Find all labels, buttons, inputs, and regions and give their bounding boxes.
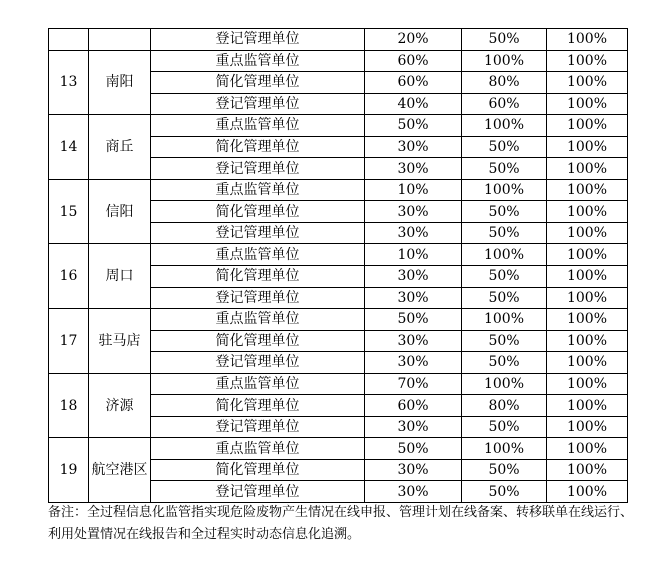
table-row: [49, 115, 628, 137]
region-cell: 信阳: [89, 179, 151, 244]
rate-cell-1: 30%: [365, 158, 462, 180]
rate-cell-1: 60%: [365, 50, 462, 72]
region-cell: 航空港区: [89, 438, 151, 503]
unit-type-cell: 简化管理单位: [151, 201, 365, 223]
unit-type-cell: 登记管理单位: [151, 222, 365, 244]
unit-type-cell: 重点监管单位: [151, 115, 365, 137]
region-cell: 商丘: [89, 115, 151, 180]
rate-cell-1: 60%: [365, 395, 462, 417]
rate-cell-2: 100%: [462, 438, 547, 460]
rate-cell-1: 30%: [365, 481, 462, 503]
rate-cell-3: 100%: [547, 373, 628, 395]
rate-cell-3: 100%: [547, 244, 628, 266]
unit-type-cell: 登记管理单位: [151, 481, 365, 503]
rate-cell-1: 30%: [365, 459, 462, 481]
rate-cell-2: 50%: [462, 416, 547, 438]
no-cell: 19: [49, 438, 89, 503]
region-cell: 周口: [89, 244, 151, 309]
table-row: [49, 309, 628, 331]
rate-cell-1: 60%: [365, 72, 462, 94]
rate-cell-3: 100%: [547, 50, 628, 72]
rate-cell-3: 100%: [547, 395, 628, 417]
no-cell: 16: [49, 244, 89, 309]
rate-cell-1: 30%: [365, 136, 462, 158]
rate-cell-3: 100%: [547, 438, 628, 460]
rate-cell-2: 100%: [462, 373, 547, 395]
rate-cell-1: 30%: [365, 266, 462, 288]
unit-type-cell: 登记管理单位: [151, 158, 365, 180]
rate-cell-3: 100%: [547, 352, 628, 374]
rate-cell-2: 50%: [462, 330, 547, 352]
rate-cell-2: 50%: [462, 352, 547, 374]
rate-cell-3: 100%: [547, 459, 628, 481]
rate-cell-2: 50%: [462, 158, 547, 180]
table-row: [49, 373, 628, 395]
rate-cell-3: 100%: [547, 179, 628, 201]
rate-cell-3: 100%: [547, 416, 628, 438]
unit-type-cell: 登记管理单位: [151, 416, 365, 438]
rate-cell-3: 100%: [547, 158, 628, 180]
rate-cell-3: 100%: [547, 136, 628, 158]
rate-cell-1: 30%: [365, 352, 462, 374]
table-row: [49, 50, 628, 72]
unit-type-cell: 登记管理单位: [151, 287, 365, 309]
rate-cell-2: 60%: [462, 93, 547, 115]
region-cell: 济源: [89, 373, 151, 438]
unit-type-cell: 简化管理单位: [151, 266, 365, 288]
no-cell: 15: [49, 179, 89, 244]
rate-cell-2: 50%: [462, 287, 547, 309]
rate-cell-2: 100%: [462, 115, 547, 137]
no-cell: 13: [49, 50, 89, 115]
rate-cell-1: 30%: [365, 287, 462, 309]
rate-cell-3: 100%: [547, 266, 628, 288]
rate-cell-1: 10%: [365, 179, 462, 201]
rate-cell-2: 100%: [462, 50, 547, 72]
region-cell: [89, 29, 151, 51]
no-cell: [49, 29, 89, 51]
unit-type-cell: 重点监管单位: [151, 438, 365, 460]
table-row: [49, 29, 628, 51]
rate-cell-1: 30%: [365, 222, 462, 244]
unit-type-cell: 重点监管单位: [151, 50, 365, 72]
region-cell: 驻马店: [89, 309, 151, 374]
unit-type-cell: 简化管理单位: [151, 459, 365, 481]
rate-cell-1: 30%: [365, 330, 462, 352]
rate-cell-3: 100%: [547, 115, 628, 137]
unit-type-cell: 登记管理单位: [151, 352, 365, 374]
no-cell: 18: [49, 373, 89, 438]
unit-type-cell: 重点监管单位: [151, 373, 365, 395]
unit-type-cell: 简化管理单位: [151, 330, 365, 352]
rate-cell-2: 50%: [462, 481, 547, 503]
rate-cell-1: 50%: [365, 438, 462, 460]
rate-cell-2: 50%: [462, 29, 547, 51]
rate-cell-1: 40%: [365, 93, 462, 115]
no-cell: 14: [49, 115, 89, 180]
unit-type-cell: 简化管理单位: [151, 395, 365, 417]
rate-cell-1: 30%: [365, 416, 462, 438]
rate-cell-1: 50%: [365, 115, 462, 137]
table-row: [49, 438, 628, 460]
rate-cell-3: 100%: [547, 309, 628, 331]
rate-cell-2: 80%: [462, 72, 547, 94]
unit-type-cell: 重点监管单位: [151, 179, 365, 201]
rate-cell-3: 100%: [547, 481, 628, 503]
rate-cell-2: 100%: [462, 244, 547, 266]
rate-cell-1: 20%: [365, 29, 462, 51]
region-cell: 南阳: [89, 50, 151, 115]
rate-cell-1: 10%: [365, 244, 462, 266]
rate-cell-2: 50%: [462, 459, 547, 481]
rate-table: [48, 28, 628, 503]
unit-type-cell: 登记管理单位: [151, 29, 365, 51]
unit-type-cell: 重点监管单位: [151, 309, 365, 331]
rate-cell-2: 50%: [462, 222, 547, 244]
table-row: [49, 179, 628, 201]
table-body: [49, 29, 628, 503]
rate-cell-3: 100%: [547, 29, 628, 51]
rate-cell-1: 70%: [365, 373, 462, 395]
rate-cell-2: 100%: [462, 179, 547, 201]
unit-type-cell: 重点监管单位: [151, 244, 365, 266]
unit-type-cell: 简化管理单位: [151, 72, 365, 94]
table-row: [49, 244, 628, 266]
rate-cell-3: 100%: [547, 330, 628, 352]
rate-cell-2: 100%: [462, 309, 547, 331]
unit-type-cell: 登记管理单位: [151, 93, 365, 115]
rate-cell-1: 50%: [365, 309, 462, 331]
rate-cell-3: 100%: [547, 222, 628, 244]
rate-cell-3: 100%: [547, 72, 628, 94]
rate-cell-1: 30%: [365, 201, 462, 223]
rate-cell-2: 50%: [462, 266, 547, 288]
footnote: 备注：全过程信息化监管指实现危险废物产生情况在线申报、管理计划在线备案、转移联单在线运行、利用处置情况在线报告和全过程实时动态信息化追溯。: [48, 505, 634, 542]
rate-cell-2: 50%: [462, 201, 547, 223]
unit-type-cell: 简化管理单位: [151, 136, 365, 158]
no-cell: 17: [49, 309, 89, 374]
rate-cell-3: 100%: [547, 287, 628, 309]
rate-cell-2: 80%: [462, 395, 547, 417]
rate-cell-3: 100%: [547, 201, 628, 223]
rate-cell-3: 100%: [547, 93, 628, 115]
rate-cell-2: 50%: [462, 136, 547, 158]
